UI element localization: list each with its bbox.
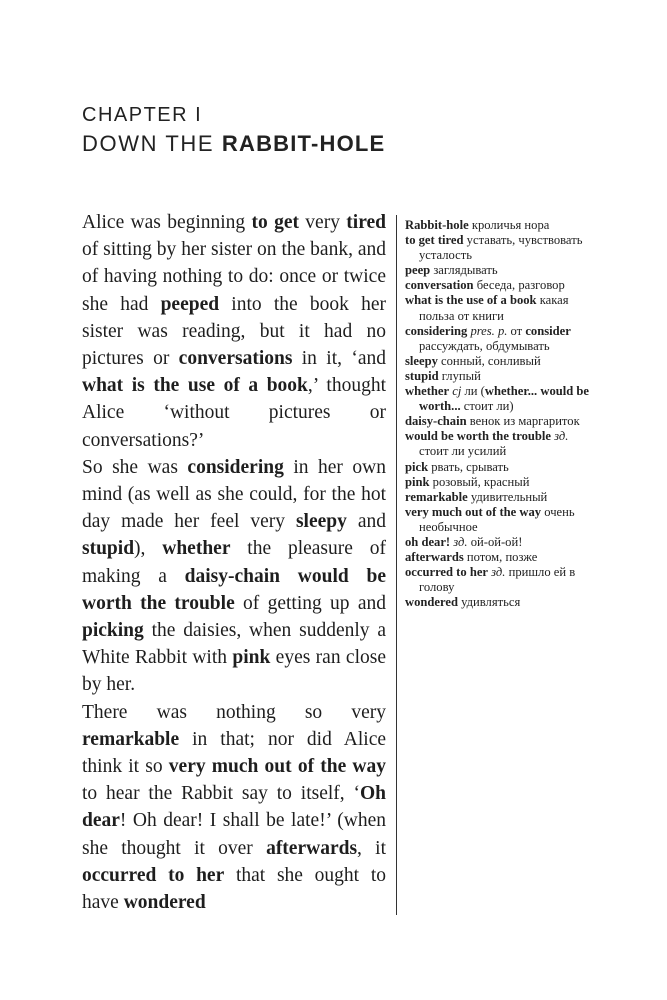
glossary-entry xyxy=(405,475,595,490)
text-run: very xyxy=(298,212,347,233)
bold-term: whether... would be worth... xyxy=(419,384,589,414)
italic-note: pres. p. xyxy=(470,323,508,338)
chapter-title-prefix: DOWN THE xyxy=(82,131,215,156)
bold-term: would be worth the trouble xyxy=(405,429,552,444)
bold-term: stupid xyxy=(405,368,439,383)
text-run: удивительный xyxy=(467,489,548,504)
text-run: the daisies, when suddenly a White Rabbit with xyxy=(82,620,386,669)
glossary-entry xyxy=(405,233,595,263)
bold-term: afterwards xyxy=(266,837,358,859)
text-run: ), xyxy=(134,538,163,560)
bold-term: conversations xyxy=(178,348,293,370)
glossary-entry xyxy=(405,429,595,459)
bold-term: peep xyxy=(405,263,431,278)
bold-term: to get xyxy=(251,212,299,233)
bold-term: sleepy xyxy=(295,511,347,533)
glossary-entry xyxy=(405,490,595,505)
bold-term: daisy-chain xyxy=(405,414,467,429)
text-run: eyes ran close by her. xyxy=(82,647,386,696)
chapter-title xyxy=(82,131,385,157)
bold-term: Rabbit-hole xyxy=(405,218,469,232)
text-run: of sitting by her sister on the bank, and of having nothing to do: once or twice she had xyxy=(82,239,386,315)
bold-term: to get tired xyxy=(405,233,464,248)
bold-term: what is the use of a book xyxy=(82,375,308,397)
bold-term: wondered xyxy=(405,595,458,610)
text-run: and xyxy=(346,511,387,533)
italic-note: зд. xyxy=(491,565,506,580)
bold-term: remarkable xyxy=(82,728,180,750)
bold-term: what is the use of a book xyxy=(405,293,537,308)
italic-note: cj xyxy=(452,384,462,399)
bold-term: pick xyxy=(405,459,429,474)
bold-term: Oh dear xyxy=(82,783,386,832)
main-text xyxy=(82,209,386,916)
text-run: от xyxy=(507,323,526,338)
bold-term: pink xyxy=(232,647,271,669)
bold-term: peeped xyxy=(160,293,220,315)
column-divider xyxy=(396,215,397,915)
text-run: ли ( xyxy=(461,384,485,399)
main-paragraph xyxy=(82,209,386,454)
text-run: какая польза от книги xyxy=(419,293,569,323)
glossary-entry xyxy=(405,414,595,429)
italic-note: зд. xyxy=(554,429,569,444)
bold-term: very much out of the way xyxy=(405,504,542,519)
glossary-entry xyxy=(405,384,595,414)
bold-term: considering xyxy=(405,323,468,338)
text-run: беседа, разговор xyxy=(473,278,565,293)
bold-term: remarkable xyxy=(405,489,468,504)
bold-term: sleepy xyxy=(405,353,438,368)
text-run: потом, позже xyxy=(463,550,538,565)
text-run: ! Oh dear! I shall be late!’ (when she thought it over xyxy=(82,810,386,859)
glossary-entry xyxy=(405,535,595,550)
bold-term: conversation xyxy=(405,278,474,293)
bold-term: considering xyxy=(187,456,284,478)
text-run: There was nothing so very xyxy=(82,701,386,723)
text-run: очень необычное xyxy=(419,504,575,534)
bold-term: occurred to her xyxy=(405,565,488,580)
glossary-entry xyxy=(405,263,595,278)
bold-term: very much out of the way xyxy=(168,756,386,778)
text-run: in it, ‘and xyxy=(292,348,386,370)
bold-term: whether xyxy=(162,538,231,560)
bold-term: tired xyxy=(346,212,386,233)
bold-term: wondered xyxy=(123,892,206,914)
chapter-title-bold: RABBIT-HOLE xyxy=(221,131,386,156)
main-paragraph xyxy=(82,454,386,699)
text-run: that she ought to have xyxy=(82,864,386,914)
glossary-entry xyxy=(405,354,595,369)
text-run: венок из маргариток xyxy=(466,414,580,429)
text-run: удивляться xyxy=(457,595,521,610)
bold-term: consider xyxy=(525,323,571,338)
text-run: ,’ thought Alice ‘without pictures or conversations?’ xyxy=(82,375,386,451)
text-run: сонный, сонливый xyxy=(437,353,541,368)
text-run: рвать, срывать xyxy=(428,459,509,474)
text-run: пришло ей в голову xyxy=(419,565,576,595)
text-run: розовый, красный xyxy=(429,474,530,489)
glossary-entry xyxy=(405,550,595,565)
chapter-label: CHAPTER I xyxy=(82,104,203,126)
bold-term: pink xyxy=(405,474,430,489)
text-run: in that; nor did Alice think it so xyxy=(82,728,386,778)
text-run: кроличья нора xyxy=(468,218,550,232)
main-paragraph xyxy=(82,699,386,917)
text-run: in her own mind (as well as she could, for the hot day made her feel very xyxy=(82,456,387,533)
bold-term: daisy-chain would be worth the trouble xyxy=(82,565,386,614)
glossary-entry xyxy=(405,218,595,233)
text-run: стоит ли) xyxy=(460,399,514,414)
bold-term: afterwards xyxy=(405,550,464,565)
glossary-entry xyxy=(405,293,595,323)
bold-term: picking xyxy=(82,620,144,642)
text-run: глупый xyxy=(438,368,481,383)
text-run: , it xyxy=(357,837,386,859)
text-run: the pleasure of making a xyxy=(82,538,386,587)
text-run: into the book her sister was reading, but it had no pictures or xyxy=(82,293,386,370)
glossary-entry xyxy=(405,369,595,384)
glossary xyxy=(405,218,595,610)
text-run: рассуждать, обдумывать xyxy=(419,338,550,353)
glossary-entry xyxy=(405,595,595,610)
text-run: to hear the Rabbit say to itself, ‘ xyxy=(82,783,360,805)
text-run: стоит ли усилий xyxy=(419,444,507,459)
glossary-entry xyxy=(405,324,595,354)
text-run: of getting up and xyxy=(234,592,386,614)
glossary-entry xyxy=(405,460,595,475)
bold-term: occurred to her xyxy=(82,864,225,886)
bold-term: whether xyxy=(405,384,450,399)
glossary-entry xyxy=(405,278,595,293)
bold-term: oh dear! xyxy=(405,534,451,549)
text-run: уставать, чувствовать усталость xyxy=(419,233,583,263)
bold-term: stupid xyxy=(82,538,135,560)
text-run: заглядывать xyxy=(430,263,498,278)
text-run: Alice was beginning xyxy=(82,212,252,233)
text-run: ой-ой-ой! xyxy=(467,534,523,549)
glossary-entry xyxy=(405,505,595,535)
text-run: So she was xyxy=(82,456,188,478)
italic-note: зд. xyxy=(453,534,468,549)
glossary-entry xyxy=(405,565,595,595)
